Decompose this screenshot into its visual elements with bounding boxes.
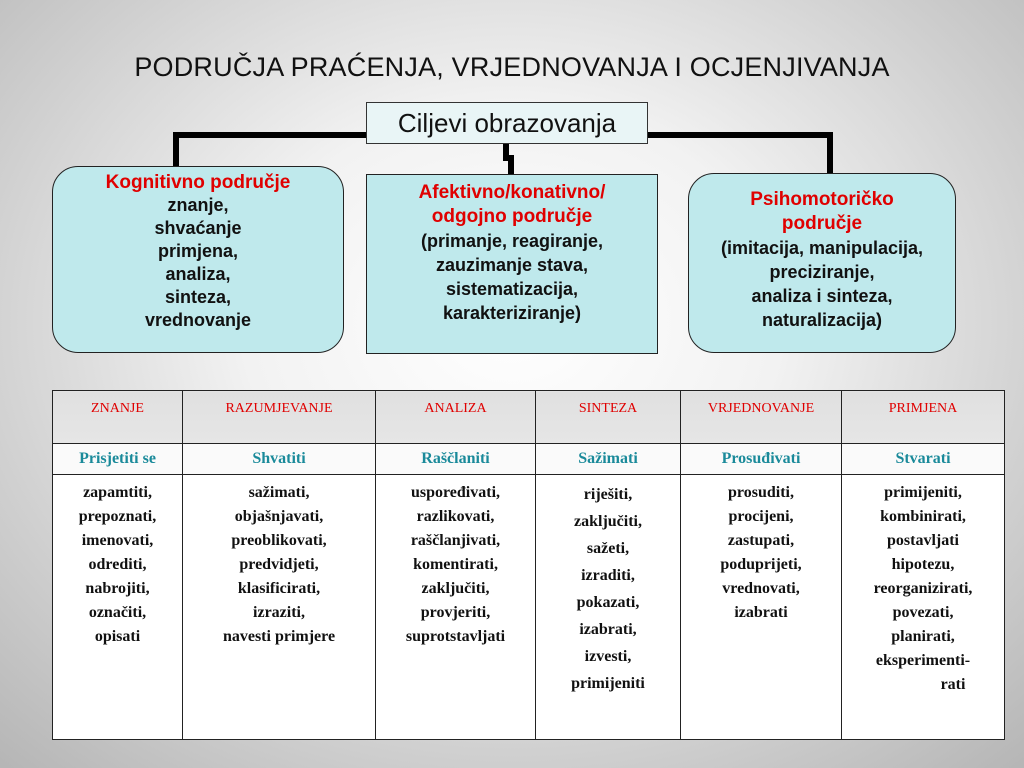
example-item: predvidjeti, [239,556,319,573]
affective-domain-heading: odgojno područje [431,206,593,227]
page-title: PODRUČJA PRAĆENJA, VRJEDNOVANJA I OCJENJIVANJA [134,52,890,82]
cognitive-domain-box [52,166,344,353]
example-item: preoblikovati, [231,532,327,549]
psychomotor-domain-line: analiza i sinteza, [751,286,893,306]
example-item: izabrati [734,604,788,621]
example-item: provjeriti, [420,604,491,621]
table-examples-row [53,475,1005,740]
affective-domain-line: zauzimanje stava, [435,255,589,275]
connector-right [648,135,830,173]
example-item: prosuditi, [728,484,794,501]
example-item: kombinirati, [880,508,966,525]
example-item: rati [940,676,966,693]
example-item: eksperimenti- [875,652,971,669]
examples-cell-sinteza [536,475,681,740]
cognitive-domain-line: primjena, [157,241,239,261]
examples-cell-razumjevanje [183,475,376,740]
cognitive-domain-line: znanje, [167,195,229,215]
example-item: zapamtiti, [83,484,152,501]
bloom-taxonomy-table [52,390,1005,740]
example-item: odrediti, [88,556,147,573]
example-item: sažeti, [586,540,630,557]
psychomotor-domain-box [688,173,956,353]
example-item: postavljati [887,532,959,549]
example-item: poduprijeti, [720,556,802,573]
examples-cell-primjena [842,475,1005,740]
example-item: suprotstavljati [405,628,506,645]
psychomotor-domain-heading: Psihomotoričko [750,189,894,210]
header-cell: PRIMJENA [842,391,1005,444]
verb-cell: Raščlaniti [376,444,536,475]
example-item: procijeni, [728,508,794,525]
header-cell: VRJEDNOVANJE [681,391,842,444]
affective-domain-line: sistematizacija, [445,279,579,299]
examples-cell-vrjednovanje [681,475,842,740]
root-goal-box: Ciljevi obrazovanja [366,102,648,144]
cognitive-domain-heading: Kognitivno područje [105,172,291,193]
psychomotor-domain-heading: područje [781,213,863,234]
example-item: označiti, [88,604,147,621]
example-item: uspoređivati, [410,484,501,501]
verb-cell: Stvarati [842,444,1005,475]
example-item: klasificirati, [237,580,321,597]
examples-cell-analiza [376,475,536,740]
connector-middle [506,144,511,174]
example-item: zaključiti, [421,580,490,597]
affective-domain-line: (primanje, reagiranje, [420,231,604,251]
example-item: reorganizirati, [873,580,973,597]
example-item: objašnjavati, [234,508,324,525]
example-item: prepoznati, [78,508,157,525]
header-cell: SINTEZA [536,391,681,444]
example-item: raščlanjivati, [410,532,501,549]
example-item: izabrati, [579,621,637,638]
example-item: primijeniti [571,675,645,692]
affective-domain-box [366,174,658,354]
verb-cell: Sažimati [536,444,681,475]
connector-left [176,135,366,166]
examples-cell-znanje [53,475,183,740]
example-item: riješiti, [583,486,633,503]
example-item: sažimati, [248,484,310,501]
cognitive-domain-line: analiza, [165,264,231,284]
verb-cell: Prosuđivati [681,444,842,475]
psychomotor-domain-line: (imitacija, manipulacija, [720,238,924,258]
affective-domain-line: karakteriziranje) [442,303,582,323]
verb-cell: Shvatiti [183,444,376,475]
table-verb-row [53,444,1005,475]
psychomotor-domain-line: naturalizacija) [761,310,883,330]
example-item: zaključiti, [574,513,642,530]
example-item: pokazati, [576,594,640,611]
verb-cell: Prisjetiti se [53,444,183,475]
example-item: nabrojiti, [85,580,150,597]
example-item: komentirati, [413,556,498,573]
example-item: izraziti, [253,604,305,621]
psychomotor-domain-line: preciziranje, [769,262,875,282]
example-item: razlikovati, [416,508,495,525]
affective-domain-heading: Afektivno/konativno/ [418,182,606,203]
cognitive-domain-line: shvaćanje [154,218,242,238]
example-item: hipotezu, [891,556,955,573]
table-header-row [53,391,1005,444]
example-item: navesti primjere [222,628,336,645]
example-item: izvesti, [584,648,632,665]
header-cell: RAZUMJEVANJE [183,391,376,444]
example-item: izraditi, [581,567,635,584]
example-item: primijeniti, [884,484,962,501]
cognitive-domain-line: sinteza, [164,287,232,307]
cognitive-domain-line: vrednovanje [144,310,252,330]
header-cell: ZNANJE [53,391,183,444]
example-item: povezati, [892,604,954,621]
example-item: imenovati, [81,532,154,549]
example-item: opisati [94,628,141,645]
example-item: zastupati, [727,532,795,549]
header-cell: ANALIZA [376,391,536,444]
example-item: planirati, [891,628,955,645]
example-item: vrednovati, [722,580,800,597]
